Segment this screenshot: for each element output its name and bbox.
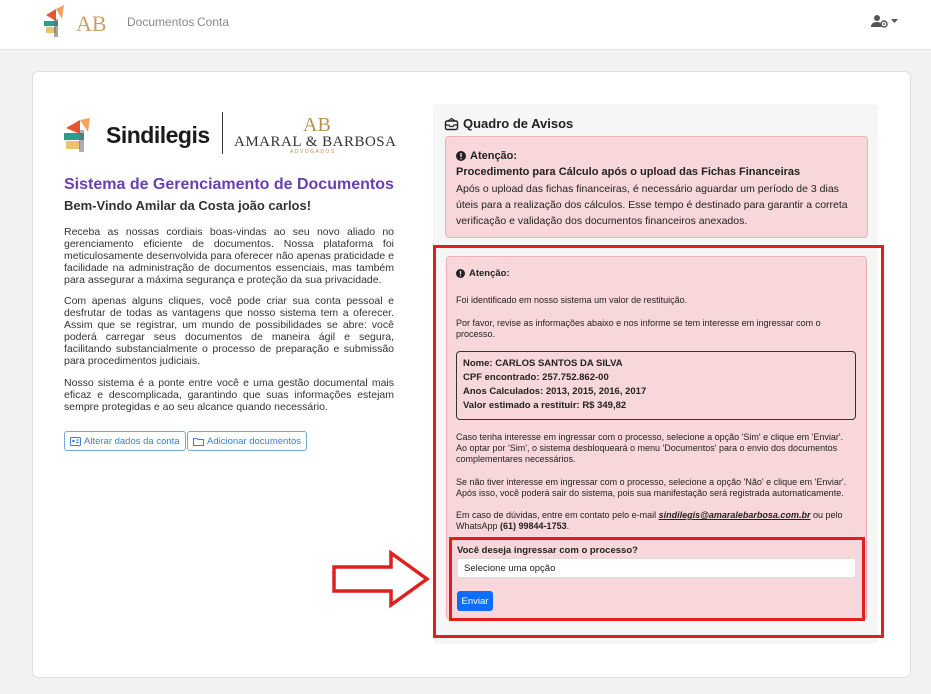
welcome-message: Bem-Vindo Amilar da Costa joão carlos!: [64, 198, 312, 213]
notice-board-title-text: Quadro de Avisos: [463, 116, 574, 131]
restitution-text-1: Foi identificado em nosso sistema um valor de restituição.: [456, 295, 688, 305]
restitution-text-2: Por favor, revise as informações abaixo e nos informe se tem interesse em ingressar com o processo.: [456, 318, 821, 339]
navbar: [0, 0, 931, 50]
alert-calculation-body: Após o upload das fichas financeiras, é necessário aguardar um período de 3 dias úteis para a realização dos cálculos. Esse tempo é destinado para garantir a correta verificação e validação dos documentos financeiros anexados.: [456, 183, 848, 227]
sindilegis-logo-icon: [64, 118, 100, 152]
advogados-wordmark: ADVOGADOS: [290, 149, 336, 155]
amaral-monogram-icon: [302, 112, 331, 136]
brand-divider: [222, 112, 223, 154]
restitution-contact: [456, 510, 856, 532]
add-documents-button[interactable]: [187, 431, 307, 451]
svg-text:AB: AB: [76, 11, 107, 36]
nav-conta[interactable]: Conta: [197, 15, 230, 29]
alert-restitution-heading: [456, 268, 510, 279]
contact-email-link[interactable]: sindilegis@amaralebarbosa.com.br: [658, 510, 811, 520]
question-label: Você deseja ingressar com o processo?: [457, 545, 638, 556]
info-anos: Anos Calculados: 2013, 2015, 2016, 2017: [463, 386, 647, 397]
caret-down-icon: [891, 19, 898, 24]
contact-phone: (61) 99844-1753: [500, 521, 567, 531]
alert-calculation-heading-text: Atenção:: [470, 150, 518, 162]
intro-paragraph-1: Receba as nossas cordiais boas-vindas ao seu novo aliado no gerenciamento eficiente de documentos. Nossa plataforma foi meticulosamente desenvolvida para oferecer não apenas praticidade e facilidade na administração de documentos essenciais, mas também para assegurar a máxima segurança e proteção da sua privacidade.: [64, 226, 394, 286]
nav-documentos[interactable]: Documentos: [127, 15, 195, 29]
brand-logo[interactable]: [42, 5, 108, 39]
red-arrow-icon: [331, 550, 431, 608]
user-gear-icon: [871, 14, 889, 28]
exclamation-circle-icon: [456, 269, 465, 278]
folder-icon: [193, 437, 204, 446]
alert-restitution-heading-text: Atenção:: [469, 268, 510, 279]
info-valor: Valor estimado a restituir: R$ 349,82: [463, 400, 627, 411]
restitution-text-3: Caso tenha interesse em ingressar com o processo, selecione a opção 'Sim' e clique em 'Enviar'. Ao optar por 'Sim', o sistema desbloqueará o menu 'Documentos' para o envio dos documentos complementares necessários.: [456, 432, 844, 464]
inbox-icon: [445, 118, 458, 130]
exclamation-circle-icon: [456, 151, 466, 161]
add-documents-label: Adicionar documentos: [207, 435, 301, 447]
info-nome: Nome: CARLOS SANTOS DA SILVA: [463, 358, 623, 369]
sindilegis-wordmark: Sindilegis: [106, 122, 210, 148]
intro-paragraph-3: Nosso sistema é a ponte entre você e uma gestão documental mais eficaz e descomplicada, garantindo que suas informações estejam sempre protegidas e ao seu alcance quando necessário.: [64, 377, 394, 413]
alert-calculation-subtitle: Procedimento para Cálculo após o upload das Fichas Financeiras: [456, 166, 801, 178]
contact-prefix: Em caso de dúvidas, entre em contato pelo e-mail: [456, 510, 659, 520]
page-title: Sistema de Gerenciamento de Documentos: [64, 176, 394, 193]
process-option-select[interactable]: Selecione uma opção: [457, 558, 856, 578]
id-card-icon: [70, 437, 81, 446]
contact-middle: ou pelo WhatsApp: [456, 510, 843, 531]
edit-account-button[interactable]: [64, 431, 186, 451]
edit-account-label: Alterar dados da conta: [84, 435, 180, 447]
info-cpf: CPF encontrado: 257.752.862-00: [463, 372, 609, 383]
alert-calculation-heading: [456, 150, 517, 162]
contact-suffix: .: [566, 521, 570, 531]
notice-board-title: [445, 116, 573, 131]
brand-header: [64, 112, 404, 158]
submit-button[interactable]: Enviar: [457, 591, 493, 611]
restitution-text-4: Se não tiver interesse em ingressar com o processo, selecione a opção 'Não' e clique em 'Enviar'. Após isso, você poderá sair do sistema, pois sua manifestação será registrada automaticamente.: [456, 477, 847, 498]
intro-paragraph-2: Com apenas alguns cliques, você pode criar sua conta pessoal e desfrutar de todas as vantagens que nosso sistema tem a oferecer. Assim que se registrar, um mundo de possibilidades se abre: você poderá carregar seus documentos de maneira ágil e segura, facilitando substancialmente o processo de preparação e submissão para procedimentos judiciais.: [64, 295, 394, 367]
amaral-wordmark: AMARAL & BARBOSA: [234, 134, 397, 150]
user-menu[interactable]: [871, 14, 898, 28]
svg-text:AB: AB: [303, 114, 331, 136]
